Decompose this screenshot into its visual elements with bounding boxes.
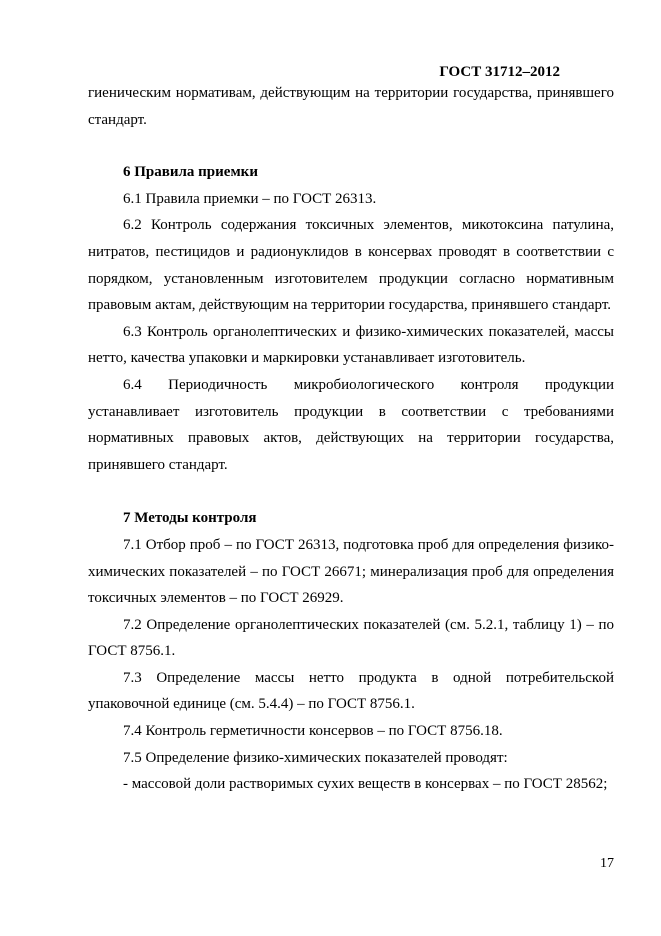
paragraph-7-2: 7.2 Определение органолептических показателей (см. 5.2.1, таблицу 1) – по ГОСТ 8756.1. xyxy=(88,616,614,660)
paragraph-7-1: 7.1 Отбор проб – по ГОСТ 26313, подготовка проб для определения физико-химических показателей – по ГОСТ 26671; минерализация проб для определения токсичных элементов – по ГОСТ 26929. xyxy=(88,536,614,607)
paragraph-7-5: 7.5 Определение физико-химических показателей проводят: xyxy=(123,749,508,766)
paragraph-7-4: 7.4 Контроль герметичности консервов – по ГОСТ 8756.18. xyxy=(123,723,503,740)
paragraph-continuation: гиеническим нормативам, действующим на территории государства, принявшего стандарт. xyxy=(88,85,614,128)
paragraph-6-2: 6.2 Контроль содержания токсичных элементов, микотоксина патулина, нитратов, пестицидов и радионуклидов в консервах проводят в соответствии с порядком, установленным изготовителем продукции согласно нормативным правовым актам, действующим на территории государства, принявшего стандарт. xyxy=(88,217,614,314)
list-item-soluble-solids: - массовой доли растворимых сухих веществ в консервах – по ГОСТ 28562; xyxy=(123,776,608,793)
section-heading-7: 7 Методы контроля xyxy=(123,510,257,527)
paragraph-7-3: 7.3 Определение массы нетто продукта в одной потребительской упаковочной единице (см. 5.4.4) – по ГОСТ 8756.1. xyxy=(88,669,614,713)
section-heading-6: 6 Правила приемки xyxy=(123,164,258,181)
page-number: 17 xyxy=(600,856,614,871)
document-body xyxy=(88,80,614,798)
paragraph-6-4: 6.4 Периодичность микробиологического контроля продукции устанавливает изготовитель продукции в соответствии с требованиями нормативных правовых актов, действующих на территории государства, принявшего стандарт. xyxy=(88,376,614,473)
paragraph-6-1: 6.1 Правила приемки – по ГОСТ 26313. xyxy=(123,190,377,207)
paragraph-6-3: 6.3 Контроль органолептических и физико-химических показателей, массы нетто, качества упаковки и маркировки устанавливает изготовитель. xyxy=(88,323,614,367)
document-header: ГОСТ 31712–2012 xyxy=(439,64,560,80)
